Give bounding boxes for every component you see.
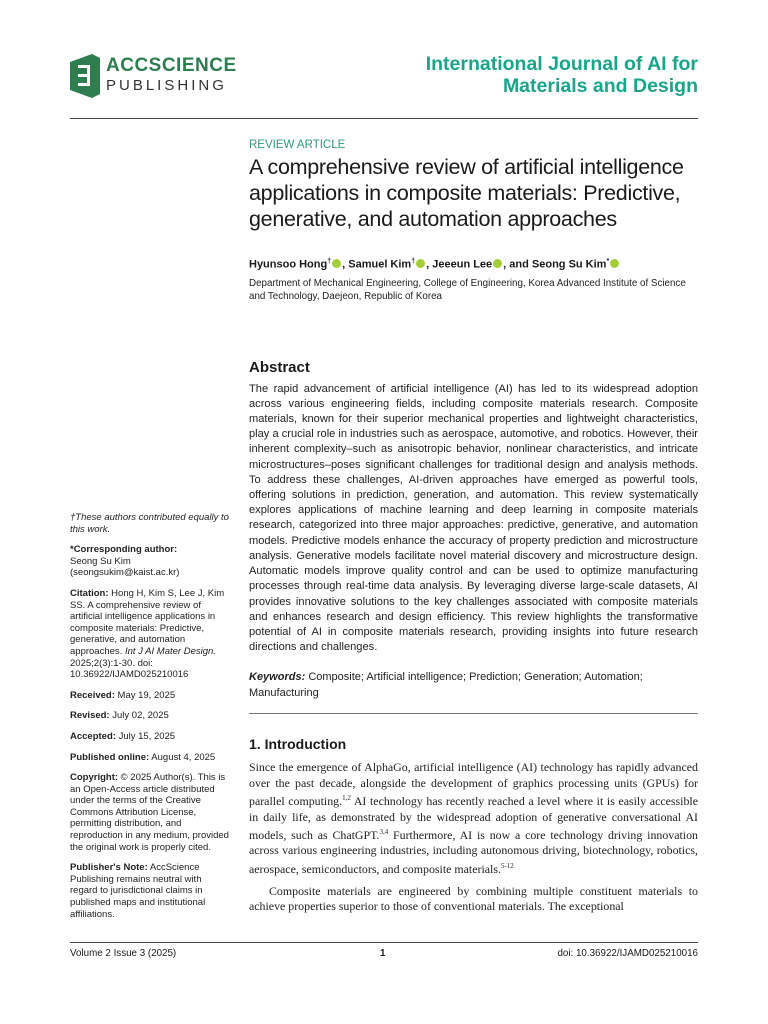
publisher-note-text: AccScience Publishing remains neutral with regard to jurisdictional claims in published maps and institutional affiliations. — [70, 862, 206, 920]
author-separator: , — [342, 258, 349, 271]
intro-paragraph: Composite materials are engineered by combining multiple constituent materials to achieve properties superior to those of conventional materials. The exceptional — [249, 884, 698, 914]
orcid-icon[interactable] — [493, 259, 502, 268]
equal-contribution-text: †These authors contributed equally to this work. — [70, 512, 229, 535]
intro-text-run: AI technology has recently reached a level where it is easily accessible in daily life, as demonstrated by the widespread adoption of generative conversational AI models, such as ChatGPT. — [249, 794, 698, 842]
received-value: May 19, 2025 — [114, 689, 176, 701]
received-label: Received: — [70, 689, 115, 701]
publisher-logo-icon — [70, 54, 100, 98]
published-label: Published online: — [70, 751, 150, 763]
header-divider — [70, 118, 698, 119]
author-mark: † — [411, 258, 416, 265]
logo-wordmark-top: ACCSCIENCE — [106, 55, 237, 76]
author-mark: * — [606, 258, 610, 265]
publisher-logo — [70, 54, 237, 98]
intro-text — [249, 760, 698, 915]
revised-label: Revised: — [70, 710, 110, 722]
footer-divider — [70, 942, 698, 943]
copyright-block — [70, 772, 230, 853]
abstract-heading: Abstract — [249, 358, 310, 376]
footer-doi: doi: 10.36922/IJAMD025210016 — [557, 948, 698, 959]
article-info-sidebar — [70, 512, 230, 929]
footer-volume: Volume 2 Issue 3 (2025) — [70, 948, 177, 959]
author-separator: , and — [503, 258, 532, 271]
equal-contribution-note — [70, 512, 230, 535]
affiliation: Department of Mechanical Engineering, College of Engineering, Korea Advanced Institute of Science and Technology, Daejeon, Republic of Korea — [249, 277, 686, 302]
copyright-text: © 2025 Author(s). This is an Open-Access article distributed under the terms of the Creative Commons Attribution License, permitting distribution, and reproduction in any medium, provided the original work is properly cited. — [70, 772, 229, 853]
revised-date — [70, 710, 230, 722]
logo-wordmark-bottom: PUBLISHING — [106, 77, 227, 94]
corresponding-author-label: *Corresponding author: — [70, 544, 178, 556]
page-number: 1 — [380, 948, 386, 959]
journal-title — [426, 53, 698, 97]
author-name: Jeeeun Lee — [432, 258, 493, 271]
citation-label: Citation: — [70, 587, 109, 599]
article-type: REVIEW ARTICLE — [249, 139, 346, 151]
keywords — [249, 670, 698, 701]
author-list — [249, 258, 698, 271]
intro-heading: 1. Introduction — [249, 736, 347, 753]
accepted-value: July 15, 2025 — [115, 730, 176, 742]
orcid-icon[interactable] — [332, 259, 341, 268]
section-divider — [249, 713, 698, 714]
citation-text: Hong H, Kim S, Lee J, Kim SS. A comprehensive review of artificial intelligence applications in composite materials: Predictive, generative, and automation approaches. — [70, 587, 225, 657]
article-title: A comprehensive review of artificial intelligence applications in composite materials: Predictive, generative, and automation approaches — [249, 155, 684, 231]
publisher-note-block — [70, 862, 230, 920]
intro-text-run: Furthermore, AI is now a core technology driving innovation across various engineering industries, including autonomous driving, biotechnology, robotics, aerospace, semiconductors, and composite materials. — [249, 827, 698, 876]
received-date — [70, 690, 230, 702]
keywords-label: Keywords: — [249, 671, 306, 684]
journal-title-line2: Materials and Design — [502, 75, 698, 97]
abstract-text: The rapid advancement of artificial intelligence (AI) has led to its widespread adoption across various engineering fields, including composite materials research. Composite materials, known for their superior mechanical properties and lightweight characteristics, play a crucial role in industries such as aerospace, automotive, and robotics. However, their inherent complexity–such as anisotropic behavior, nonlinear characteristics, and intricate microstructures–poses significant challenges for traditional design and analysis methods. To address these challenges, AI-driven approaches have emerged as powerful tools, offering solutions in prediction, generation, and automation. This review systematically explores applications of machine learning and deep learning in composite materials research, categorized into three major approaches: predictive, generative, and automation models. Predictive models enhance the accuracy of property prediction and microstructure analysis. Generative models facilitate novel material discovery and microstructure design. Automatic models improve quality control and can be used to optimize manufacturing processes through real-time data analysis. By leveraging diverse large-scale datasets, AI provides innovative solutions to the key challenges associated with composite materials and enhances research and design efficiency. This review highlights the transformative potential of AI in composite materials research, providing insights into future research directions and challenges. — [249, 382, 698, 654]
main-column — [249, 135, 698, 915]
revised-value: July 02, 2025 — [109, 710, 169, 722]
author-name: Seong Su Kim — [531, 258, 607, 271]
citation-ref[interactable]: 3,4 — [379, 827, 389, 836]
published-value: August 4, 2025 — [149, 751, 216, 763]
corresponding-author-name: Seong Su Kim — [70, 555, 131, 567]
orcid-icon[interactable] — [416, 259, 425, 268]
author-name: Samuel Kim — [348, 258, 412, 271]
keywords-text: Composite; Artificial intelligence; Prediction; Generation; Automation; Manufacturing — [249, 671, 643, 699]
author-separator: , — [426, 258, 433, 271]
accepted-label: Accepted: — [70, 730, 116, 742]
published-date — [70, 752, 230, 764]
citation-ref[interactable]: 5-12 — [500, 861, 514, 870]
intro-paragraph — [249, 760, 698, 877]
citation-ref[interactable]: 1,2 — [342, 794, 351, 803]
corresponding-author — [70, 544, 230, 579]
orcid-icon[interactable] — [610, 259, 619, 268]
author-name: Hyunsoo Hong — [249, 258, 328, 271]
citation-tail: 2025;2(3):1-30. doi: 10.36922/IJAMD025210016 — [70, 657, 189, 681]
citation-journal: Int J AI Mater Design. — [124, 645, 216, 657]
intro-text-run: Since the emergence of AlphaGo, artificial intelligence (AI) technology has rapidly advanced over the past decade, alongside the development of graphics processing units (GPUs) for parallel computing. — [249, 760, 698, 809]
accepted-date — [70, 731, 230, 743]
copyright-label: Copyright: — [70, 772, 119, 784]
corresponding-author-email[interactable]: (seongsukim@kaist.ac.kr) — [70, 567, 180, 579]
citation-block — [70, 588, 230, 681]
publisher-note-label: Publisher's Note: — [70, 862, 148, 874]
journal-title-line1: International Journal of AI for — [425, 53, 698, 75]
author-mark: † — [327, 258, 332, 265]
